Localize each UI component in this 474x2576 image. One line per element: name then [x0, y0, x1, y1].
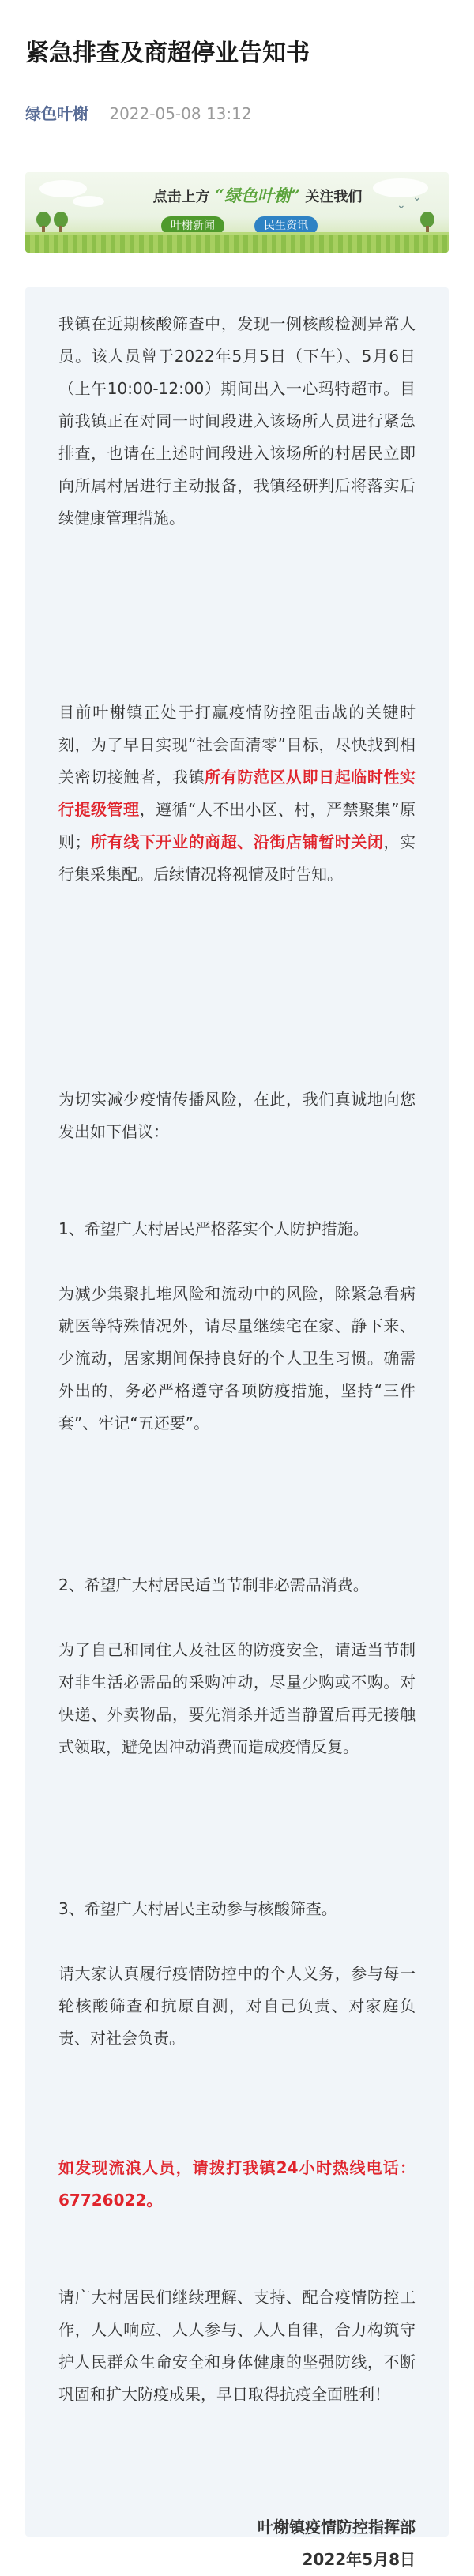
paragraph-measures	[58, 697, 416, 1020]
measures-text-c: ，实行集采集配。后续情况将视情及时告知。	[58, 832, 416, 884]
cloud-decoration	[40, 180, 87, 197]
section-1-title: 1、希望广大村居民严格落实个人防护措施。	[58, 1219, 369, 1238]
hotline-notice: 如发现流浪人员，请拨打我镇24小时热线电话：67726022。	[58, 2158, 416, 2210]
banner-headline	[107, 183, 408, 208]
paragraph-appeal: 为切实减少疫情传播风险，在此，我们真诚地向您发出如下倡议：	[58, 1090, 416, 1141]
banner-headline-after: 关注我们	[305, 189, 363, 205]
banner-brand: “绿色叶榭”	[214, 186, 301, 205]
measures-highlight-2: 所有线下开业的商超、沿街店铺暂时关闭	[90, 832, 384, 851]
article-title: 紧急排查及商超停业告知书	[25, 39, 310, 67]
article-meta	[25, 103, 452, 125]
banner-headline-before: 点击上方	[152, 189, 210, 205]
measures-text-b: ，遵循“人不出小区、村，严禁聚集”原则；	[58, 800, 416, 851]
signature-organization: 叶榭镇疫情防控指挥部	[258, 2518, 416, 2537]
section-1-body: 为减少集聚扎堆风险和流动中的风险，除紧急看病就医等特殊情况外，请尽量继续宅在家、静下来、少流动，居家期间保持良好的个人卫生习惯。确需外出的，务必严格遵守各项防疫措施，坚持“三件套”、牢记“五还要”。	[58, 1284, 416, 1433]
section-3-body: 请大家认真履行疫情防控中的个人义务，参与每一轮核酸筛查和抗原自测，对自己负责、对家庭负责、对社会负责。	[58, 1964, 416, 2048]
measures-text-a: 目前叶榭镇正处于打赢疫情防控阻击战的关键时刻，为了早日实现“社会面清零”目标，尽快找到相关密切接触者，我镇	[58, 703, 416, 787]
tag-news: 叶榭新闻	[161, 216, 224, 235]
grass-decoration	[25, 232, 449, 253]
bird-icon: ⌄	[412, 191, 422, 204]
signature-date: 2022年5月8日	[302, 2550, 416, 2569]
tag-livelihood: 民生资讯	[254, 216, 318, 235]
measures-highlight-1: 所有防范区从即日起临时性实行提级管理	[58, 768, 416, 819]
publish-date: 2022-05-08 13:12	[109, 104, 252, 123]
section-3-title: 3、希望广大村居民主动参与核酸筛查。	[58, 1899, 337, 1918]
paragraph-closing: 请广大村居民们继续理解、支持、配合疫情防控工作，人人响应、人人参与、人人自律，合力构筑守护人民群众生命安全和身体健康的坚强防线，不断巩固和扩大防疫成果，早日取得抗疫全面胜利！	[58, 2288, 416, 2404]
follow-banner[interactable]	[25, 172, 449, 253]
paragraph-intro: 我镇在近期核酸筛查中，发现一例核酸检测异常人员。该人员曾于2022年5月5日（下午）、5月6日（上午10:00-12:00）期间出入一心玛特超市。目前我镇正在对同一时间段进入该场所人员进行紧急排查，也请在上述时间段进入该场所的村居民立即向所属村居进行主动报备，我镇经研判后将落实后续健康管理措施。	[58, 314, 416, 528]
section-2-title: 2、希望广大村居民适当节制非必需品消费。	[58, 1575, 369, 1594]
notice-card	[25, 287, 449, 2537]
bird-icon: ⌄	[397, 199, 406, 212]
account-name-link[interactable]: 绿色叶榭	[25, 104, 88, 123]
cloud-decoration	[73, 196, 104, 207]
section-2-body: 为了自己和同住人及社区的防疫安全，请适当节制对非生活必需品的采购冲动，尽量少购或不购。对快递、外卖物品，要先消杀并适当静置后再无接触式领取，避免因冲动消费而造成疫情反复。	[58, 1640, 416, 1756]
